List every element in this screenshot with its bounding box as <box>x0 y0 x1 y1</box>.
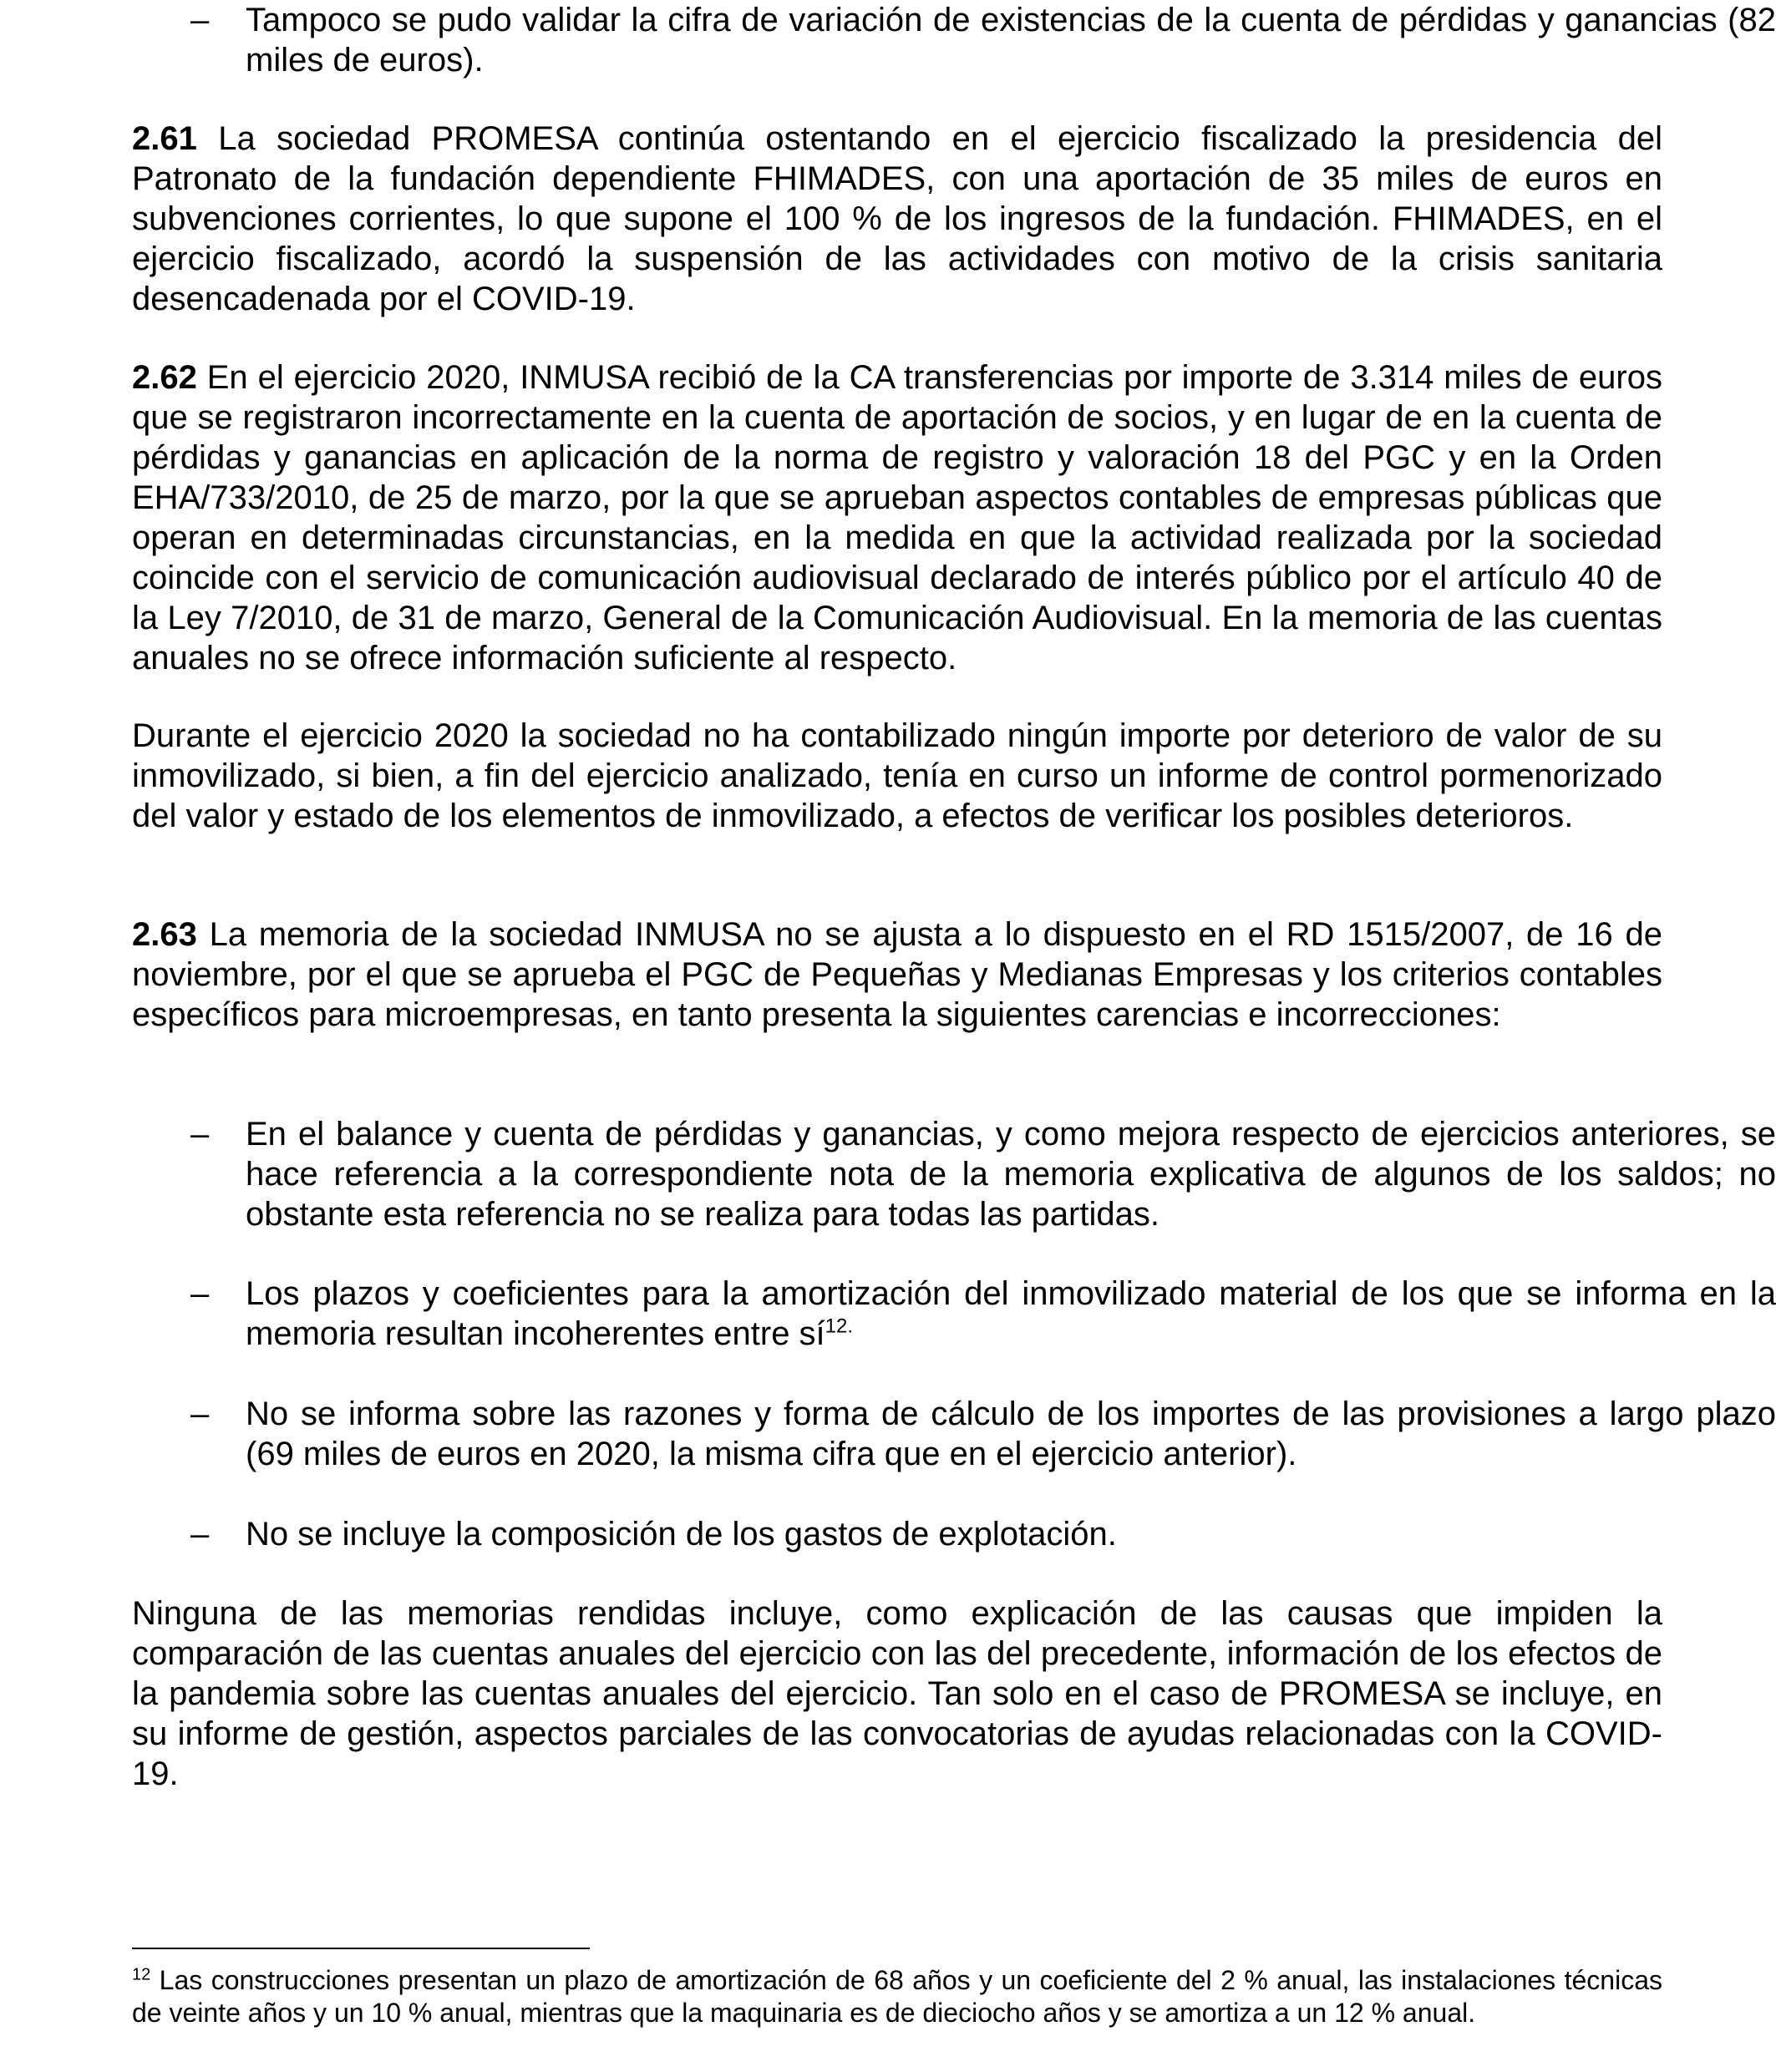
bullet-dash: – <box>190 1116 210 1153</box>
footnote <box>132 1964 1662 2029</box>
intro-bullet-item <box>132 0 1776 80</box>
paragraph-number-prefix: 2. <box>132 359 160 396</box>
paragraph-2-61 <box>132 119 1662 319</box>
list-item <box>132 1274 1776 1354</box>
bullet-dash: – <box>190 1275 210 1312</box>
footnote-text: Las construcciones presentan un plazo de amortización de 68 años y un coeficiente del 2 % anual, las instalaciones técnicas de veinte años y un 10 % anual, mientras que la maquinaria es de dieciocho años y se amortiza a un 12 % anual. <box>132 1965 1662 2028</box>
footnote-number: 12 <box>132 1965 151 1984</box>
paragraph-2-63 <box>132 914 1662 1035</box>
footnote-reference: 12. <box>825 1315 854 1338</box>
paragraph-2-62 <box>132 357 1662 678</box>
list-item <box>132 1514 1776 1554</box>
paragraph-number: 63 <box>160 916 197 953</box>
footnote-separator <box>132 1948 590 1949</box>
list-item-text-content: Los plazos y coeficientes para la amortización del inmovilizado material de los que se informa en la memoria resultan incoherentes entre sí <box>246 1275 1776 1352</box>
list-item <box>132 1114 1776 1234</box>
paragraph-number-prefix: 2. <box>132 120 160 157</box>
paragraph-text: La memoria de la sociedad INMUSA no se ajusta a lo dispuesto en el RD 1515/2007, de 16 de noviembre, por el que se aprueba el PGC de Pequeñas y Medianas Empresas y los criterios contables específicos para microempresas, en tanto presenta la siguientes carencias e incorrecciones: <box>132 916 1662 1033</box>
list-item-text: En el balance y cuenta de pérdidas y ganancias, y como mejora respecto de ejercicios anteriores, se hace referencia a la correspondiente nota de la memoria explicativa de algunos de los saldos; no obstante esta referencia no se realiza para todas las partidas. <box>246 1116 1776 1233</box>
paragraph-number: 62 <box>160 359 197 396</box>
paragraph-pandemia: Ninguna de las memorias rendidas incluye, como explicación de las causas que impiden la comparación de las cuentas anuales del ejercicio con las del precedente, información de los efectos de la pandemia sobre las cuentas anuales del ejercicio. Tan solo en el caso de PROMESA se incluye, en su informe de gestión, aspectos parciales de las convocatorias de ayudas relacionadas con la COVID-19. <box>132 1595 1662 1792</box>
list-item-text: No se incluye la composición de los gastos de explotación. <box>246 1516 1117 1553</box>
paragraph-deterioro: Durante el ejercicio 2020 la sociedad no ha contabilizado ningún importe por deterioro de valor de su inmovilizado, si bien, a fin del ejercicio analizado, tenía en curso un informe de control pormenorizado del valor y estado de los elementos de inmovilizado, a efectos de verificar los posibles deterioros. <box>132 717 1662 834</box>
paragraph-number: 61 <box>160 120 197 157</box>
bullet-dash: – <box>190 1516 210 1553</box>
document-page <box>132 0 1776 2072</box>
paragraph-text: La sociedad PROMESA continúa ostentando en el ejercicio fiscalizado la presidencia del Patronato de la fundación dependiente FHIMADES, con una aportación de 35 miles de euros en subvenciones corrientes, lo que supone el 100 % de los ingresos de la fundación. FHIMADES, en el ejercicio fiscalizado, acordó la suspensión de las actividades con motivo de la crisis sanitaria desencadenada por el COVID-19. <box>132 120 1662 317</box>
list-item-text: No se informa sobre las razones y forma de cálculo de los importes de las provisiones a largo plazo (69 miles de euros en 2020, la misma cifra que en el ejercicio anterior). <box>246 1396 1776 1472</box>
paragraph-number-prefix: 2. <box>132 916 160 953</box>
bullet-dash: – <box>190 1396 210 1432</box>
list-item <box>132 1394 1776 1474</box>
list-item-text <box>246 1274 1776 1354</box>
paragraph-text: En el ejercicio 2020, INMUSA recibió de la CA transferencias por importe de 3.314 miles de euros que se registraron incorrectamente en la cuenta de aportación de socios, y en lugar de en la cuenta de pérdidas y ganancias en aplicación de la norma de registro y valoración 18 del PGC y en la Orden EHA/733/2010, de 25 de marzo, por la que se aprueban aspectos contables de empresas públicas que operan en determinadas circunstancias, en la medida en que la actividad realizada por la sociedad coincide con el servicio de comunicación audiovisual declarado de interés público por el artículo 40 de la Ley 7/2010, de 31 de marzo, General de la Comunicación Audiovisual. En la memoria de las cuentas anuales no se ofrece información suficiente al respecto. <box>132 359 1662 676</box>
intro-bullet-text: Tampoco se pudo validar la cifra de variación de existencias de la cuenta de pérdidas y ganancias (82 miles de euros). <box>246 2 1776 79</box>
bullet-dash: – <box>190 2 210 38</box>
